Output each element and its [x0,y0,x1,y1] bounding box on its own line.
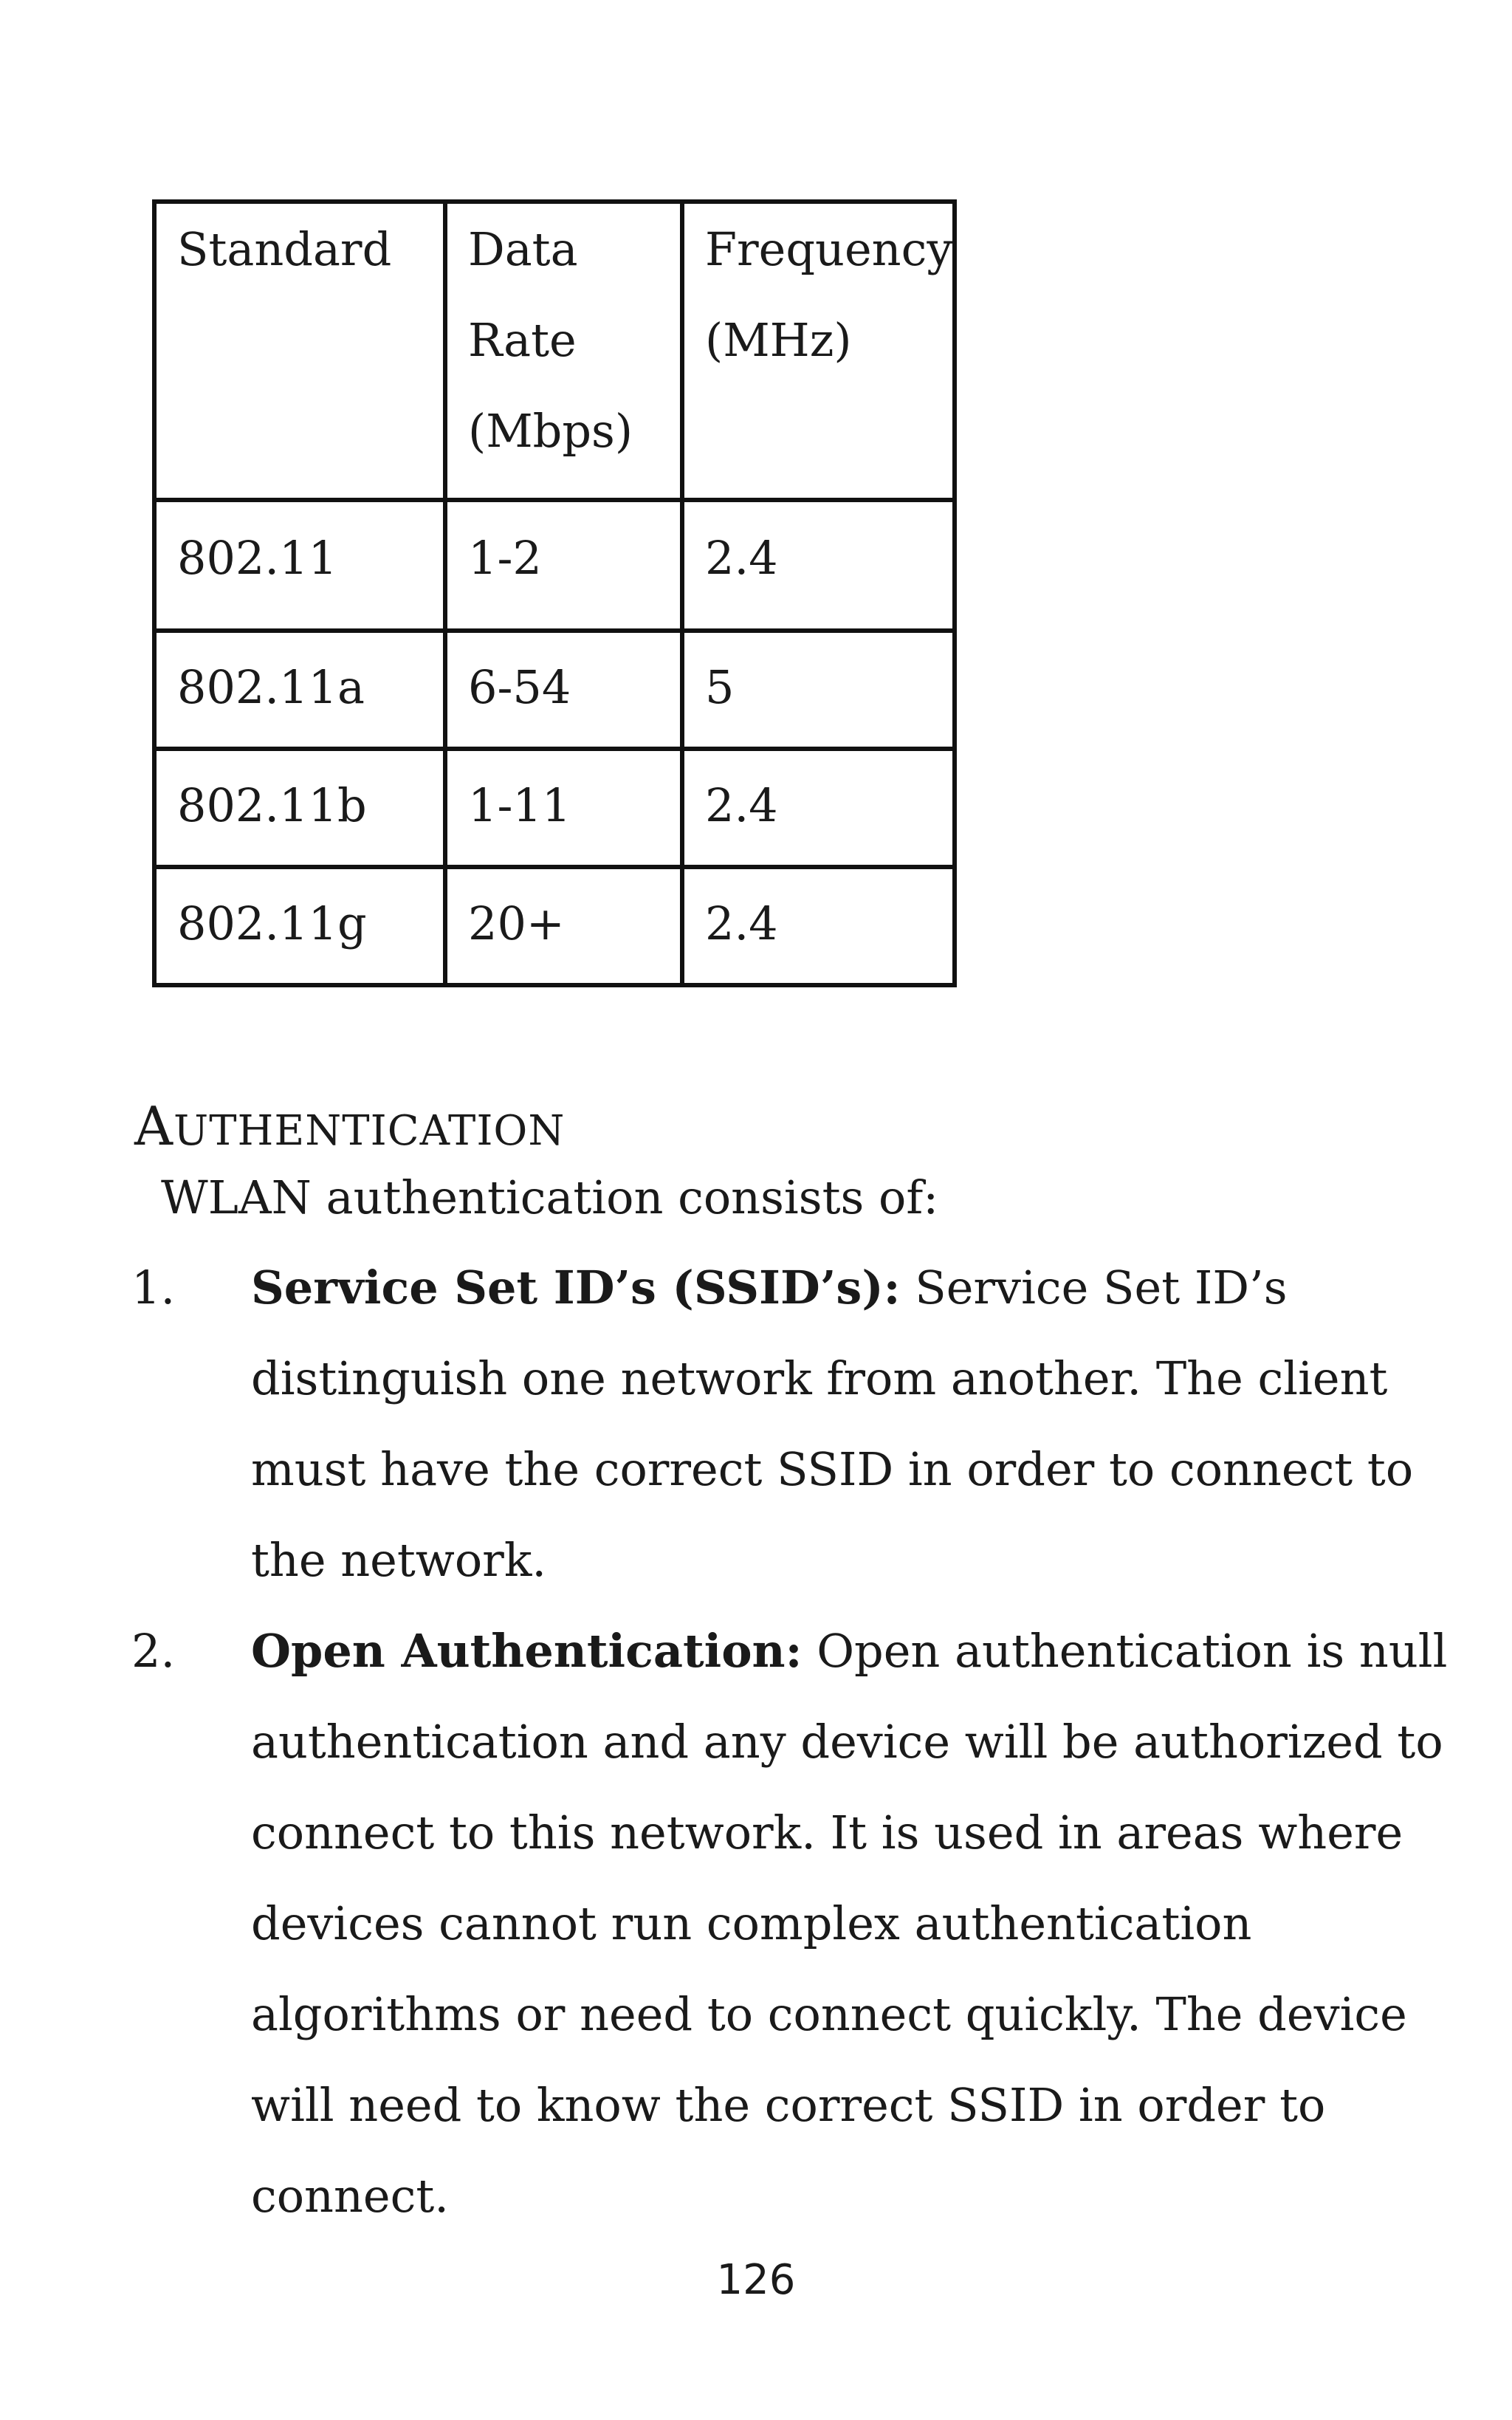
list-number: 2. [131,1624,176,1678]
table-row [154,867,955,985]
cell-frequency: 2.4 [682,867,955,985]
cell-data-rate: 1-2 [445,500,682,631]
cell-frequency: 2.4 [682,749,955,867]
section-intro: WLAN authentication consists of: [161,1170,939,1224]
list-item [131,1605,1448,2241]
cell-frequency: 5 [682,631,955,749]
page-number: 126 [716,2256,796,2304]
cell-standard: 802.11b [154,749,445,867]
table-row [154,500,955,631]
list-item [131,1242,1414,1605]
list-term: Service Set ID’s (SSID’s): [251,1261,901,1314]
cell-standard: 802.11g [154,867,445,985]
list-number: 1. [131,1261,176,1314]
cell-frequency: 2.4 [682,500,955,631]
list-item-body: Service Set ID’s (SSID’s): Service Set ID’s distinguish one network from another. The client must have the correct SSID in order to connect to the network. [251,1261,1414,1587]
cell-standard: 802.11 [154,500,445,631]
header-data-rate: Data Rate (Mbps) [445,202,682,500]
wlan-standards-table [152,199,957,987]
section-heading: AUTHENTICATION [134,1095,566,1157]
header-frequency: Frequency (MHz) [682,202,955,500]
cell-data-rate: 20+ [445,867,682,985]
cell-data-rate: 6-54 [445,631,682,749]
table-row [154,631,955,749]
header-standard: Standard [154,202,445,500]
list-term: Open Authentication: [251,1624,803,1678]
cell-data-rate: 1-11 [445,749,682,867]
list-item-body: Open Authentication: Open authentication is null authentication and any device will be authorized to connect to this network. It is used in areas where devices cannot run complex authentication algorithms or need to connect quickly. The device will need to know the correct SSID in order to connect. [251,1624,1448,2223]
cell-standard: 802.11a [154,631,445,749]
table-header-row [154,202,955,500]
table-row [154,749,955,867]
